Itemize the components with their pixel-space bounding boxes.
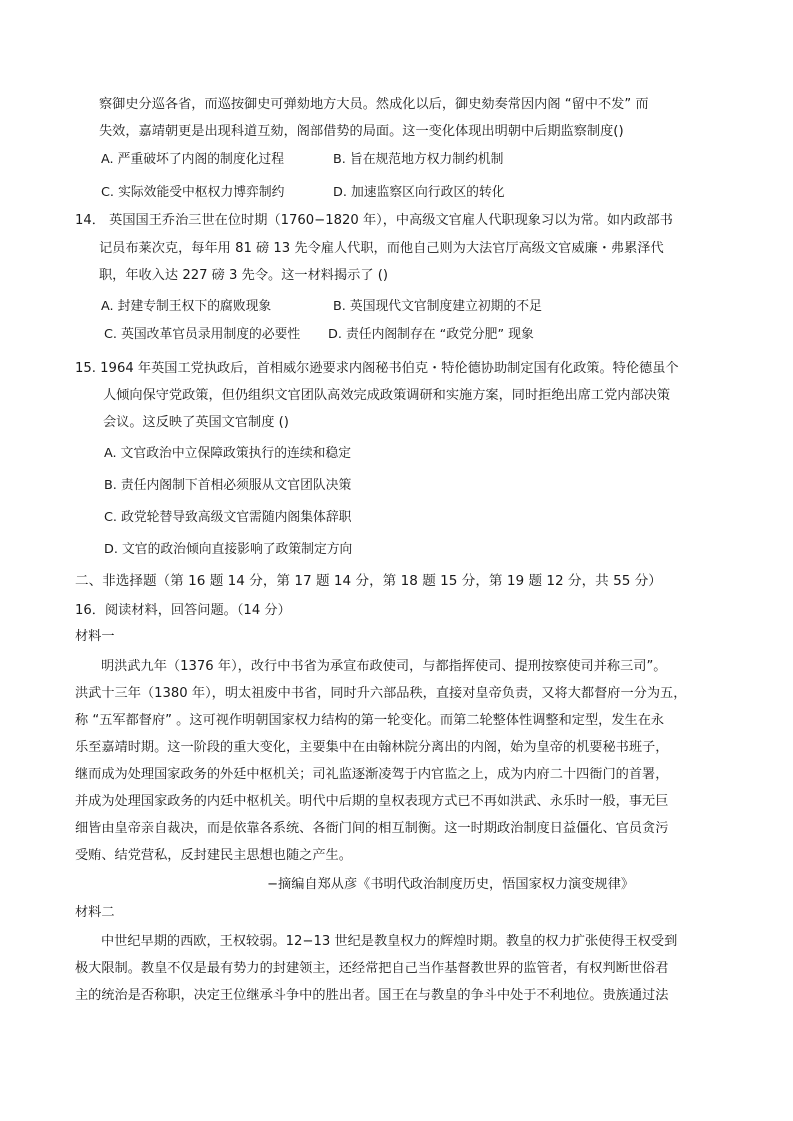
q15-stem-line-1: 15. 1964 年英国工党执政后，首相威尔逊要求内阁秘书伯克・特伦德协助制定国有化政策。特伦德虽个	[75, 361, 679, 376]
material-one-line-6: 并成为处理国家政务的内廷中枢机关。明代中后期的皇权表现方式已不再如洪武、永乐时一般，事无巨	[75, 794, 669, 809]
material-one-label: 材料一	[75, 629, 115, 644]
q14-stem-line-1: 14． 英国国王乔治三世在位时期（1760−1820 年），中高级文官雇人代职现象习以为常。如内政部书	[75, 213, 673, 228]
q13-option-c: C. 实际效能受中枢权力博弈制约	[101, 185, 285, 200]
q15-stem-line-3: 会议。这反映了英国文官制度 ()	[103, 415, 289, 430]
material-one-line-4: 乐至嘉靖时期。这一阶段的重大变化，主要集中在由翰林院分离出的内阁，始为皇帝的机要秘书班子，	[75, 740, 669, 755]
material-one-line-3: 称 “五军都督府” 。这可视作明朝国家权力结构的第一轮变化。而第二轮整体性调整和定型，发生在永	[75, 713, 665, 728]
material-one-line-8: 受贿、结党营私，反封建民主思想也随之产生。	[75, 848, 352, 863]
material-one-line-5: 继而成为处理国家政务的外廷中枢机关；司礼监逐渐凌驾于内官监之上，成为内府二十四衙门的首署，	[75, 767, 669, 782]
q13-option-b: B. 旨在规范地方权力制约机制	[333, 152, 504, 167]
q14-option-c: C. 英国改革官员录用制度的必要性	[104, 327, 301, 342]
q14-option-b: B. 英国现代文官制度建立初期的不足	[333, 299, 542, 314]
q15-stem-line-2: 人倾向保守党政策，但仍组织文官团队高效完成政策调研和实施方案，同时拒绝出席工党内部决策	[103, 388, 671, 403]
q13-stem-line-2: 失效，嘉靖朝更是出现科道互劾，阁部借势的局面。这一变化体现出明朝中后期监察制度()	[99, 124, 624, 139]
section-two-heading: 二、非选择题（第 16 题 14 分，第 17 题 14 分，第 18 题 15 分，第 19 题 12 分，共 55 分）	[75, 573, 662, 589]
q14-stem-line-3: 职，年收入达 227 磅 3 先令。这一材料揭示了 ()	[99, 268, 388, 283]
material-two-line-2: 极大限制。教皇不仅是最有势力的封建领主，还经常把自己当作基督教世界的监管者，有权判断世俗君	[75, 961, 669, 976]
material-two-label: 材料二	[75, 905, 115, 920]
q15-option-b: B. 责任内阁制下首相必须服从文官团队决策	[104, 478, 352, 493]
q14-option-d: D. 责任内阁制存在 “政党分肥” 现象	[328, 327, 534, 342]
material-one-source: −摘编自郑从彦《书明代政治制度历史，悟国家权力演变规律》	[267, 877, 635, 892]
q13-stem-line-1: 察御史分巡各省，而巡按御史可弹劾地方大员。然成化以后，御史劾奏常因内阁 “留中不发” 而	[99, 97, 649, 112]
material-two-line-1: 中世纪早期的西欧，王权较弱。12−13 世纪是教皇权力的辉煌时期。教皇的权力扩张使得王权受到	[101, 934, 678, 949]
q13-option-d: D. 加速监察区向行政区的转化	[333, 185, 505, 200]
q14-option-a: A. 封建专制王权下的腐败现象	[101, 299, 272, 314]
q13-option-a: A. 严重破坏了内阁的制度化过程	[101, 152, 285, 167]
q15-option-a: A. 文官政治中立保障政策执行的连续和稳定	[104, 446, 352, 461]
material-one-line-7: 细皆由皇帝亲自裁决，而是依靠各系统、各衙门间的相互制衡。这一时期政治制度日益僵化、官员贪污	[75, 821, 669, 836]
material-one-line-2: 洪武十三年（1380 年），明太祖废中书省，同时升六部品秩，直接对皇帝负责，又将大都督府一分为五，	[75, 686, 687, 701]
q15-option-d: D. 文官的政治倾向直接影响了政策制定方向	[104, 542, 353, 557]
q16-stem: 16．阅读材料，回答问题。（14 分）	[75, 603, 291, 618]
q14-stem-line-2: 记员布莱次克，每年用 81 磅 13 先令雇人代职，而他自己则为大法官厅高级文官威廉・弗累泽代	[99, 241, 664, 256]
material-one-line-1: 明洪武九年（1376 年），改行中书省为承宣布政使司，与都指挥使司、提刑按察使司并称三司”。	[101, 659, 667, 674]
q15-option-c: C. 政党轮替导致高级文官需随内阁集体辞职	[104, 510, 352, 525]
material-two-line-3: 主的统治是否称职，决定王位继承斗争中的胜出者。国王在与教皇的争斗中处于不利地位。贵族通过法	[75, 988, 669, 1003]
